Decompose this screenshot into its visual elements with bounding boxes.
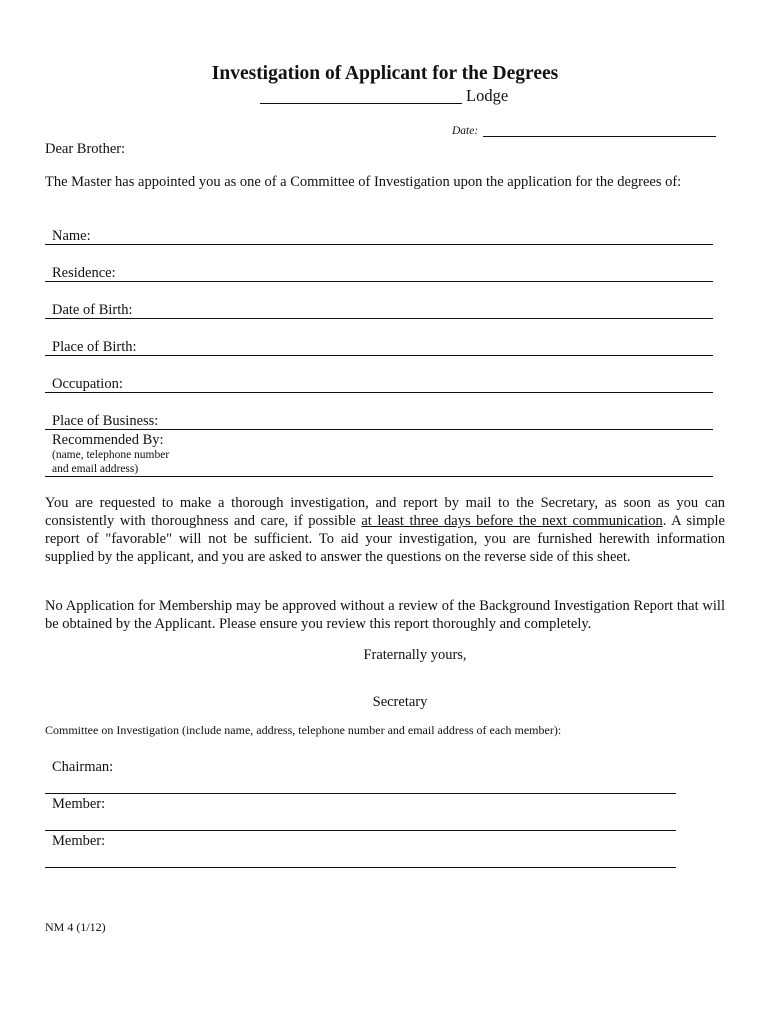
intro-text: The Master has appointed you as one of a Committee of Investigation upon the application for the degrees of: [45, 174, 682, 190]
business-label: Place of Business: [52, 413, 159, 429]
place-of-birth-field[interactable] [45, 339, 713, 356]
member-label-2: Member: [52, 833, 106, 849]
closing: Fraternally yours, [363, 647, 467, 663]
occupation-field[interactable] [45, 376, 713, 393]
residence-field[interactable] [45, 265, 713, 282]
instructions-paragraph [45, 494, 725, 566]
residence-label: Residence: [52, 265, 116, 281]
recommended-note-line2: and email address) [52, 463, 139, 475]
instructions-text-end: . A simple report of "favorable" will not be sufficient. To aid your investigation, you are furnished herewith information supplied by the applicant, and you are asked to answer the questions on the reverse side of this sheet. [45, 513, 725, 565]
occupation-label: Occupation: [52, 376, 123, 392]
instructions-text-start: You are requested to make a thorough investigation, and report by mail to the Secretary, as soon as you can consistently with thoroughness and care, if possible [45, 495, 725, 529]
recommended-label: Recommended By: [52, 432, 164, 448]
chairman-label: Chairman: [52, 759, 114, 775]
background-check-paragraph: No Application for Membership may be approved without a review of the Background Investigation Report that will be obtained by the Applicant. Please ensure you review this report thoroughly and completely. [45, 598, 725, 632]
place-of-business-field[interactable] [45, 413, 713, 430]
member-field-1[interactable] [45, 796, 676, 831]
secretary-signature: Secretary [372, 694, 428, 710]
member-label-1: Member: [52, 796, 106, 812]
name-field[interactable] [45, 228, 713, 245]
form-title: Investigation of Applicant for the Degrees [211, 63, 559, 84]
date-label: Date: [452, 125, 479, 137]
lodge-name-blank[interactable] [260, 103, 462, 104]
deadline-underlined: at least three days before the next communication [361, 513, 663, 529]
recommended-note-line1: (name, telephone number [52, 449, 170, 461]
name-label: Name: [52, 228, 91, 244]
recommended-by-field[interactable] [45, 432, 713, 477]
committee-heading: Committee on Investigation (include name, address, telephone number and email address of each member): [45, 723, 562, 737]
pob-label: Place of Birth: [52, 339, 137, 355]
lodge-label: Lodge [466, 86, 509, 105]
form-id: NM 4 (1/12) [45, 920, 106, 934]
dob-label: Date of Birth: [52, 302, 133, 318]
member-field-2[interactable] [45, 833, 676, 868]
greeting: Dear Brother: [45, 141, 126, 157]
date-of-birth-field[interactable] [45, 302, 713, 319]
date-blank[interactable] [483, 136, 716, 137]
chairman-field[interactable] [45, 759, 676, 794]
